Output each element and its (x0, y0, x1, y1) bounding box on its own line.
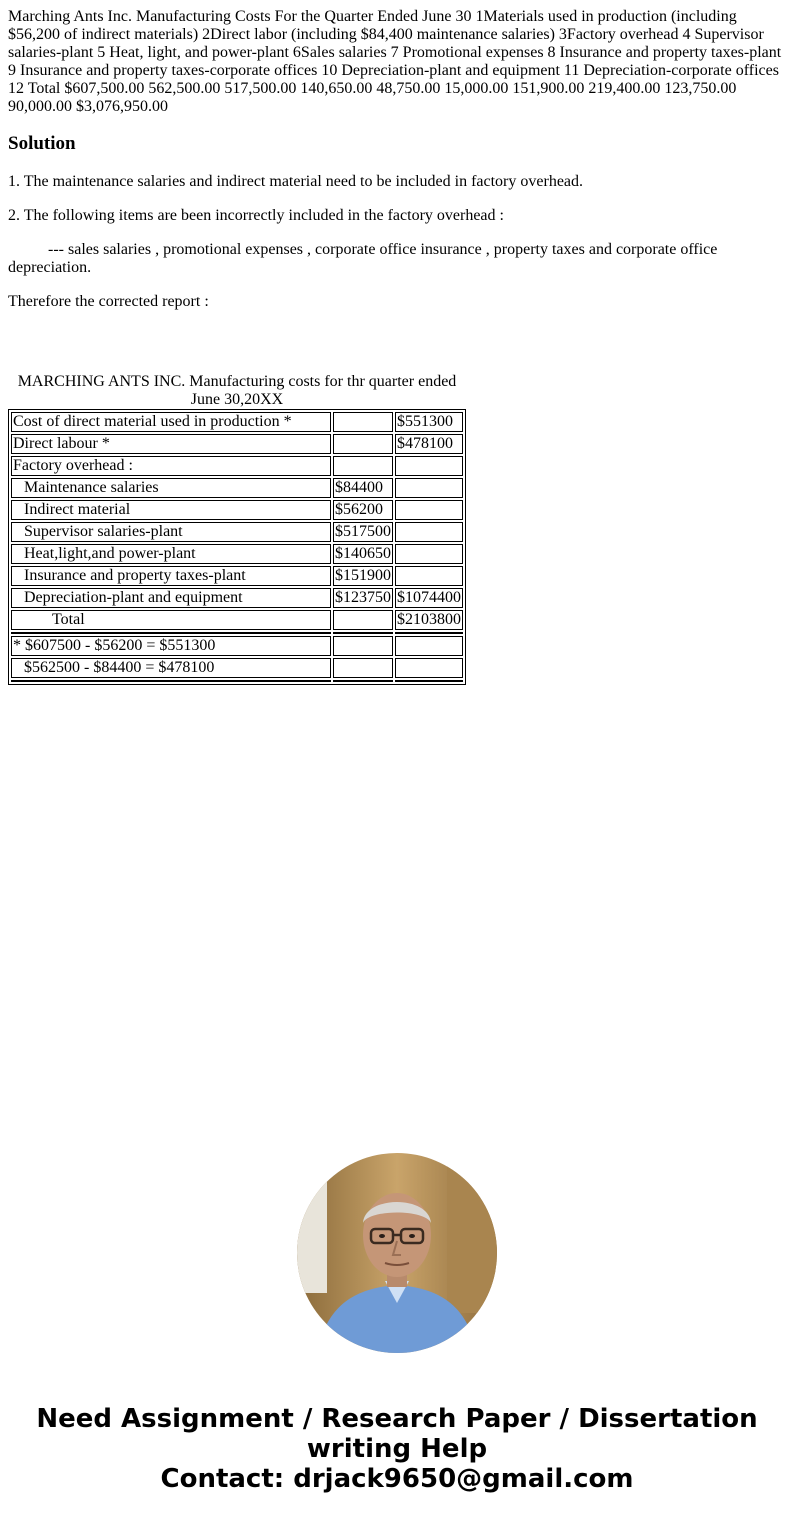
report-caption: MARCHING ANTS INC. Manufacturing costs for thr quarter ended June 30,20XX (17, 373, 457, 408)
spacer (8, 327, 786, 373)
row-total-cell (395, 500, 463, 520)
row-total-cell (395, 456, 463, 476)
table-row-note (11, 636, 463, 656)
promo-line-1: Need Assignment / Research Paper / Dissertation (36, 1404, 758, 1434)
row-subtotal-cell (333, 456, 393, 476)
row-label: Total (11, 610, 331, 630)
row-label: $562500 - $84400 = $478100 (11, 658, 331, 678)
separator-cell (11, 680, 331, 682)
separator-cell (11, 632, 331, 634)
row-label: Heat,light,and power-plant (11, 544, 331, 564)
table-row (11, 456, 463, 476)
table-row (11, 412, 463, 432)
row-total-cell (395, 522, 463, 542)
row-label: * $607500 - $56200 = $551300 (11, 636, 331, 656)
table-row (11, 478, 463, 498)
document-body (8, 8, 786, 685)
row-total-cell: $551300 (395, 412, 463, 432)
table-row-total (11, 610, 463, 630)
row-label: Insurance and property taxes-plant (11, 566, 331, 586)
row-subtotal-cell (333, 412, 393, 432)
promo-contact: Contact: drjack9650@gmail.com (160, 1464, 634, 1494)
separator-cell (395, 680, 463, 682)
solution-point-1: 1. The maintenance salaries and indirect material need to be included in factory overhead. (8, 173, 584, 190)
row-total-cell (395, 566, 463, 586)
table-row (11, 566, 463, 586)
row-label: Factory overhead : (11, 456, 331, 476)
row-total-cell (395, 478, 463, 498)
author-photo-icon (297, 1153, 497, 1353)
question-text: Marching Ants Inc. Manufacturing Costs For the Quarter Ended June 30 1Materials used in production (including $56,200 of indirect materials) 2Direct labor (including $84,400 maintenance salaries) 3Factory overhead 4 Supervisor salaries-plant 5 Heat, light, and power-plant 6Sales salaries 7 Promotional expenses 8 Insurance and property taxes-plant 9 Insurance and property taxes-corporate offices 10 Depreciation-plant and equipment 11 Depreciation-corporate offices 12 Total $607,500.00 562,500.00 517,500.00 140,650.00 48,750.00 15,000.00 151,900.00 219,400.00 123,750.00 90,000.00 $3,076,950.00 (8, 8, 782, 115)
row-subtotal-cell (333, 636, 393, 656)
row-total-cell: $1074400 (397, 589, 461, 606)
separator-cell (395, 632, 463, 634)
promo-line-2: writing Help (306, 1434, 488, 1464)
row-total-cell (395, 544, 463, 564)
row-label: Direct labour * (11, 434, 331, 454)
row-subtotal-cell: $84400 (333, 478, 393, 498)
row-subtotal-cell: $56200 (333, 500, 393, 520)
row-label: Indirect material (11, 500, 331, 520)
row-subtotal-cell: $151900 (335, 567, 391, 584)
row-total-cell: $2103800 (397, 611, 461, 628)
table-row (11, 588, 463, 608)
solution-point-2-detail: --- sales salaries , promotional expenses , corporate office insurance , property taxes and corporate office depreciation. (8, 241, 718, 276)
row-label: Cost of direct material used in production * (11, 412, 331, 432)
row-total-cell (395, 636, 463, 656)
row-total-cell (395, 658, 463, 678)
table-row (11, 522, 463, 542)
separator-cell (333, 680, 393, 682)
solution-point-2: 2. The following items are been incorrectly included in the factory overhead : (8, 207, 504, 224)
row-label: Maintenance salaries (11, 478, 331, 498)
row-total-cell: $478100 (395, 434, 463, 454)
table-row (11, 434, 463, 454)
author-avatar (297, 1153, 497, 1353)
solution-conclusion: Therefore the corrected report : (8, 293, 209, 310)
solution-heading: Solution (8, 133, 76, 154)
row-subtotal-cell: $123750 (335, 589, 391, 606)
table-separator (11, 680, 463, 682)
corrected-report-table (8, 373, 466, 685)
row-subtotal-cell (333, 434, 393, 454)
row-subtotal-cell: $517500 (335, 523, 391, 540)
table-row-note (11, 658, 463, 678)
row-label: Depreciation-plant and equipment (11, 588, 331, 608)
row-subtotal-cell (333, 658, 393, 678)
table-row (11, 500, 463, 520)
row-subtotal-cell: $140650 (335, 545, 391, 562)
promo-footer (0, 1404, 794, 1494)
separator-cell (333, 632, 393, 634)
row-label: Supervisor salaries-plant (11, 522, 331, 542)
row-subtotal-cell (333, 610, 393, 630)
table-row (11, 544, 463, 564)
table-separator (11, 632, 463, 634)
